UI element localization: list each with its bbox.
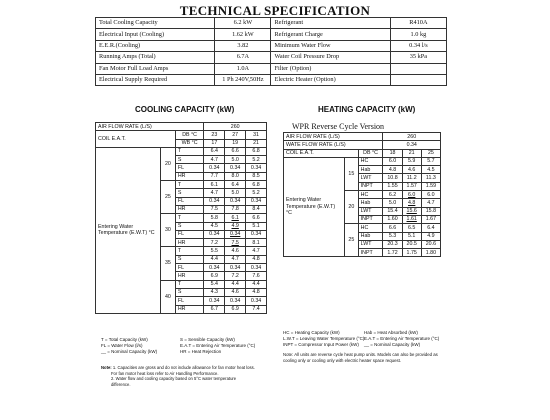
heating-value: Hab: [358, 166, 383, 174]
ewt-value: 20: [161, 147, 176, 180]
cooling-value: 0.34: [225, 197, 246, 205]
cooling-value: S: [175, 255, 204, 263]
note-1: 1. Capacities are gross and do not include allowance for fan motor heat loss.: [112, 365, 255, 370]
heating-value: LWT: [358, 207, 383, 215]
cooling-value: 4.7: [204, 189, 225, 197]
table-row: [96, 52, 447, 63]
cooling-value: 8.0: [225, 172, 246, 180]
heating-value: 5.1: [402, 232, 421, 240]
table-row: [284, 149, 441, 157]
legend-item: HR = Heat Rejection: [180, 349, 222, 355]
cooling-value: HR: [175, 305, 204, 313]
wb-value: 19: [225, 139, 246, 147]
cooling-value: 4.7: [246, 247, 267, 255]
spec-value: [390, 74, 446, 85]
cooling-value: FL: [175, 297, 204, 305]
cooling-value: 6.6: [246, 214, 267, 222]
table-row: [96, 131, 267, 139]
cooling-value: 4.5: [204, 222, 225, 230]
table-row: [96, 18, 447, 29]
spec-label: Refrigerant Charge: [271, 29, 390, 40]
ewt-value: 30: [161, 214, 176, 247]
cooling-value: 6.1: [204, 181, 225, 189]
heating-value: 1.80: [421, 249, 440, 257]
cooling-value: 0.34: [246, 197, 267, 205]
heating-value: Hab: [358, 199, 383, 207]
heating-value: 1.72: [383, 249, 402, 257]
cooling-value: FL: [175, 164, 204, 172]
spec-value: 1 Ph 240V,50Hz: [215, 74, 271, 85]
ewt-value: 35: [161, 247, 176, 280]
spec-label: Filter (Option): [271, 63, 390, 74]
spec-value: 1.0A: [215, 63, 271, 74]
cooling-value: 0.34: [246, 264, 267, 272]
wb-value: 17: [204, 139, 225, 147]
cooling-value: 8.4: [246, 205, 267, 213]
cooling-value: T: [175, 280, 204, 288]
cooling-value: T: [175, 181, 204, 189]
page-title: TECHNICAL SPECIFICATION: [179, 3, 371, 18]
cooling-value: 7.2: [225, 272, 246, 280]
wb-label: WB °C: [175, 139, 204, 147]
cooling-value: S: [175, 156, 204, 164]
table-row: [284, 141, 441, 149]
cooling-value: 4.4: [246, 280, 267, 288]
cooling-value: 0.34: [204, 164, 225, 172]
coil-eat-label: COIL E.A.T.: [96, 131, 176, 148]
spec-value: 35 kPa: [390, 52, 446, 63]
legend-item: INPT = Compressor Input Power (kW): [283, 342, 359, 348]
spec-table: [95, 17, 447, 86]
heating-value: 5.7: [421, 157, 440, 165]
legend-item: HC = Heating Capacity (kW): [283, 330, 340, 335]
heating-value: 20.5: [402, 240, 421, 248]
spec-label: Electric Heater (Option): [271, 74, 390, 85]
heating-value: 1.67: [421, 215, 440, 223]
spec-label: Fan Motor Full Load Amps: [96, 63, 215, 74]
legend-item: FL = Water Flow (l/s): [101, 343, 143, 349]
cooling-value: 7.5: [225, 239, 246, 247]
spec-value: 6.2 kW: [215, 18, 271, 29]
spec-value: 1.62 kW: [215, 29, 271, 40]
ewt-value: 25: [161, 181, 176, 214]
note-1b: For fan motor heat loss refer to Air Handling Performance.: [111, 370, 219, 376]
spec-label: Electrical Input (Cooling): [96, 29, 215, 40]
cooling-value: 6.6: [225, 147, 246, 155]
ewt-value: 20: [345, 191, 359, 224]
heating-value: 4.6: [402, 166, 421, 174]
db-value: 21: [402, 149, 421, 157]
heating-value: 4.8: [383, 166, 402, 174]
cooling-value: 4.4: [204, 255, 225, 263]
air-flow-label: AIR FLOW RATE (L/S): [284, 133, 383, 141]
cooling-value: 0.34: [246, 230, 267, 238]
heating-value: 4.9: [421, 232, 440, 240]
cooling-value: HR: [175, 205, 204, 213]
cooling-value: 4.4: [225, 280, 246, 288]
cooling-value: 6.8: [246, 147, 267, 155]
spec-label: Total Cooling Capacity: [96, 18, 215, 29]
spec-value: 1.0 kg: [390, 29, 446, 40]
cooling-value: 7.7: [204, 172, 225, 180]
ewt-value: 25: [345, 224, 359, 257]
cooling-value: 4.8: [246, 288, 267, 296]
cooling-value: HR: [175, 239, 204, 247]
air-flow-label: AIR FLOW RATE (L/S): [96, 123, 204, 131]
cooling-value: 8.5: [246, 172, 267, 180]
heating-value: HC: [358, 157, 383, 165]
spec-value: 3.82: [215, 40, 271, 51]
cooling-value: 4.9: [225, 222, 246, 230]
cooling-value: 8.1: [246, 239, 267, 247]
spec-label: E.E.R.(Cooling): [96, 40, 215, 51]
spec-label: Refrigerant: [271, 18, 390, 29]
heating-value: INPT: [358, 215, 383, 223]
cooling-value: 6.9: [204, 272, 225, 280]
heating-value: 1.57: [402, 182, 421, 190]
cooling-value: 0.34: [204, 230, 225, 238]
cooling-value: T: [175, 247, 204, 255]
cooling-value: 0.34: [225, 264, 246, 272]
air-flow-value: 260: [204, 123, 267, 131]
cooling-value: FL: [175, 264, 204, 272]
heating-value: 5.0: [383, 199, 402, 207]
heating-value: 6.5: [402, 224, 421, 232]
heating-value: 4.8: [402, 199, 421, 207]
cooling-notes: [101, 365, 297, 387]
cooling-value: FL: [175, 230, 204, 238]
cooling-value: S: [175, 222, 204, 230]
legend-item: S = Sensible Capacity (kW): [180, 337, 235, 342]
db-label: DB °C: [175, 131, 204, 139]
cooling-value: 4.7: [225, 255, 246, 263]
note-2: 2. Water flow and cooling capacity based on 5°C water temperature: [111, 376, 237, 382]
heating-value: 1.60: [383, 215, 402, 223]
heating-value: 11.3: [421, 174, 440, 182]
table-row: [284, 157, 441, 165]
cooling-value: 5.2: [246, 189, 267, 197]
water-flow-label: WATE FLOW RATE (L/S): [284, 141, 383, 149]
heating-value: 15.6: [402, 207, 421, 215]
cooling-value: 5.0: [225, 189, 246, 197]
cooling-value: 0.34: [225, 164, 246, 172]
cooling-value: 0.34: [225, 230, 246, 238]
table-row: [96, 29, 447, 40]
cooling-value: 5.5: [204, 247, 225, 255]
heating-note: Note: All units are reverse cycle heat pump units. Models can also be provided as cooling only or cooling only with electric heater space request.: [283, 352, 438, 363]
cooling-value: 5.8: [204, 214, 225, 222]
heating-value: INPT: [358, 249, 383, 257]
cooling-value: 0.34: [246, 297, 267, 305]
heating-value: HC: [358, 224, 383, 232]
table-row: [284, 133, 441, 141]
cooling-value: 4.3: [204, 288, 225, 296]
water-flow-value: 0.34: [383, 141, 441, 149]
spec-label: Running Amps (Total): [96, 52, 215, 63]
heating-value: 10.8: [383, 174, 402, 182]
legend-item: __ = Nominal Capacity (kW): [101, 349, 158, 355]
cooling-value: 7.4: [246, 305, 267, 313]
heating-value: 15.4: [383, 207, 402, 215]
wb-value: 21: [246, 139, 267, 147]
cooling-value: 5.0: [225, 156, 246, 164]
cooling-value: 0.34: [246, 164, 267, 172]
spec-value: R410A: [390, 18, 446, 29]
heating-value: 11.2: [402, 174, 421, 182]
note-2b: difference.: [111, 381, 131, 387]
cooling-value: 6.7: [204, 305, 225, 313]
cooling-value: S: [175, 288, 204, 296]
cooling-value: HR: [175, 172, 204, 180]
heating-value: 4.5: [421, 166, 440, 174]
heating-value: 6.0: [421, 191, 440, 199]
cooling-value: 6.1: [225, 214, 246, 222]
heating-value: 6.0: [402, 191, 421, 199]
db-value: 31: [246, 131, 267, 139]
heating-value: 1.61: [402, 215, 421, 223]
legend-item: E.A.T = Entering Air Temperature (°C): [180, 343, 256, 349]
cooling-value: S: [175, 189, 204, 197]
cooling-value: 0.34: [225, 297, 246, 305]
table-row: [96, 147, 267, 155]
cooling-value: 4.7: [204, 156, 225, 164]
db-value: 23: [204, 131, 225, 139]
heating-value: Hab: [358, 232, 383, 240]
heating-value: LWT: [358, 240, 383, 248]
cooling-value: 5.2: [246, 156, 267, 164]
cooling-value: 7.6: [246, 272, 267, 280]
spec-value: 6.7A: [215, 52, 271, 63]
ewt-value: 40: [161, 280, 176, 313]
note-label: Note:: [101, 365, 112, 370]
heating-value: 4.7: [421, 199, 440, 207]
heating-value: 15.8: [421, 207, 440, 215]
heating-value: 20.3: [383, 240, 402, 248]
heating-value: INPT: [358, 182, 383, 190]
cooling-value: T: [175, 214, 204, 222]
spec-label: Water Coil Pressure Drop: [271, 52, 390, 63]
heating-value: 6.2: [383, 191, 402, 199]
heating-value: 6.0: [383, 157, 402, 165]
cooling-value: 0.34: [204, 297, 225, 305]
heating-value: 6.6: [383, 224, 402, 232]
legend-item: T = Total Capacity (kW): [101, 337, 148, 342]
heating-value: 1.55: [383, 182, 402, 190]
air-flow-value: 260: [383, 133, 441, 141]
legend-item: E.A.T = Entering Air Temperature (°C): [364, 336, 440, 342]
cooling-table: [95, 122, 267, 314]
heating-value: LWT: [358, 174, 383, 182]
db-value: 18: [383, 149, 402, 157]
db-value: 25: [421, 149, 440, 157]
table-row: [96, 63, 447, 74]
heating-value: 1.75: [402, 249, 421, 257]
db-value: 27: [225, 131, 246, 139]
cooling-value: 7.2: [204, 239, 225, 247]
legend-item: Hab = Heat Absorbed (kW): [364, 330, 418, 335]
heating-value: 1.59: [421, 182, 440, 190]
cooling-value: 4.6: [225, 288, 246, 296]
heating-subheading: WPR Reverse Cycle Version: [292, 122, 385, 131]
cooling-value: 7.8: [225, 205, 246, 213]
table-row: [96, 40, 447, 51]
cooling-value: FL: [175, 197, 204, 205]
spec-value: 0.34 l/s: [390, 40, 446, 51]
spec-label: Minimum Water Flow: [271, 40, 390, 51]
heating-table: [283, 132, 441, 257]
heating-value: 20.6: [421, 240, 440, 248]
heating-value: 5.9: [402, 157, 421, 165]
ewt-value: 15: [345, 157, 359, 190]
cooling-value: 6.8: [246, 181, 267, 189]
heating-value: 6.4: [421, 224, 440, 232]
table-row: [96, 74, 447, 85]
cooling-value: 5.4: [204, 280, 225, 288]
heating-heading: HEATING CAPACITY (kW): [318, 105, 416, 114]
cooling-value: 4.8: [246, 255, 267, 263]
cooling-value: 0.34: [204, 197, 225, 205]
cooling-value: T: [175, 147, 204, 155]
heating-value: 5.3: [383, 232, 402, 240]
cooling-value: 4.6: [225, 247, 246, 255]
legend-item: __ = Nominal Capacity (kW): [364, 342, 421, 348]
cooling-value: 6.9: [225, 305, 246, 313]
heating-value: HC: [358, 191, 383, 199]
ewt-label: Entering Water Temperature (E.W.T) °C: [96, 147, 161, 313]
cooling-value: HR: [175, 272, 204, 280]
spec-label: Electrical Supply Required: [96, 74, 215, 85]
cooling-value: 0.34: [204, 264, 225, 272]
legend-item: L.W.T = Leaving Water Temperature (°C): [283, 336, 365, 342]
coil-eat-label: COIL E.A.T.: [284, 149, 359, 157]
cooling-value: 7.5: [204, 205, 225, 213]
db-label: DB °C: [358, 149, 383, 157]
spec-value: [390, 63, 446, 74]
cooling-value: 6.4: [225, 181, 246, 189]
table-row: [96, 123, 267, 131]
cooling-value: 5.1: [246, 222, 267, 230]
cooling-value: 6.4: [204, 147, 225, 155]
ewt-label: Entering Water Temperature (E.W.T) °C: [284, 157, 345, 257]
cooling-heading: COOLING CAPACITY (kW): [135, 105, 235, 114]
